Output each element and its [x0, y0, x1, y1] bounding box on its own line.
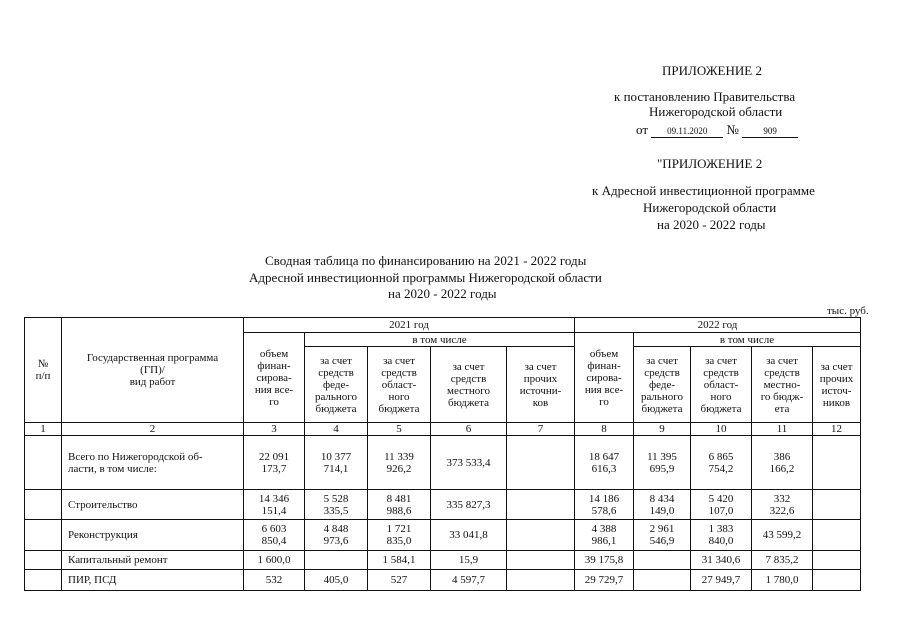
value-cell: 1 721 835,0: [368, 520, 431, 551]
column-number: 2: [62, 423, 244, 436]
appendix-title: ПРИЛОЖЕНИЕ 2: [662, 63, 762, 78]
y2-local-header: за счет средств местно- го бюдж- ета: [752, 347, 813, 423]
column-number: 9: [634, 423, 691, 436]
value-cell: 373 533,4: [431, 436, 507, 490]
column-number: 7: [507, 423, 575, 436]
value-cell: [507, 570, 575, 591]
column-number: 3: [244, 423, 305, 436]
value-cell: 1 780,0: [752, 570, 813, 591]
value-cell: [813, 490, 861, 520]
value-cell: [813, 570, 861, 591]
value-cell: [634, 551, 691, 570]
y1-regional-header: за счет средств област- ного бюджета: [368, 347, 431, 423]
year-2022-header: 2022 год: [575, 318, 861, 333]
row-number: [25, 570, 62, 591]
y2-federal-header: за счет средств феде- рального бюджета: [634, 347, 691, 423]
value-cell: 22 091 173,7: [244, 436, 305, 490]
resolution-line-1: к постановлению Правительства: [614, 89, 796, 104]
y1-local-header: за счет средств местного бюджета: [431, 347, 507, 423]
y2-other-header: за счет прочих источ- ников: [813, 347, 861, 423]
value-cell: 8 434 149,0: [634, 490, 691, 520]
value-cell: 5 528 335,5: [305, 490, 368, 520]
resolution-line-2: Нижегородской области: [649, 104, 783, 119]
value-cell: 43 599,2: [752, 520, 813, 551]
value-cell: 29 729,7: [575, 570, 634, 591]
value-cell: 1 383 840,0: [691, 520, 752, 551]
row-label: ПИР, ПСД: [62, 570, 244, 591]
row-label: Всего по Нижегородской об- ласти, в том числе:: [62, 436, 244, 490]
appendix-title-2: "ПРИЛОЖЕНИЕ 2: [657, 156, 763, 171]
table-row: [25, 490, 861, 520]
column-number: 5: [368, 423, 431, 436]
value-cell: [813, 436, 861, 490]
financing-table: [24, 317, 861, 591]
table-row: [25, 570, 861, 591]
value-cell: [813, 551, 861, 570]
value-cell: 4 597,7: [431, 570, 507, 591]
row-label: Реконструкция: [62, 520, 244, 551]
table-row: [25, 436, 861, 490]
table-title-line-1: Сводная таблица по финансированию на 2021 - 2022 годы: [265, 253, 587, 268]
number-value: 909: [742, 125, 798, 138]
value-cell: 532: [244, 570, 305, 591]
value-cell: 39 175,8: [575, 551, 634, 570]
value-cell: 4 388 986,1: [575, 520, 634, 551]
col-header-program: Государственная программа (ГП)/ вид работ: [62, 318, 244, 423]
value-cell: 14 346 151,4: [244, 490, 305, 520]
column-number-row: [25, 423, 861, 436]
units-label: тыс. руб.: [827, 305, 869, 317]
value-cell: [813, 520, 861, 551]
row-number: [25, 520, 62, 551]
table-row: [25, 551, 861, 570]
column-number: 8: [575, 423, 634, 436]
y2-regional-header: за счет средств област- ного бюджета: [691, 347, 752, 423]
number-sign: №: [726, 122, 739, 137]
value-cell: 27 949,7: [691, 570, 752, 591]
value-cell: [507, 520, 575, 551]
value-cell: 14 186 578,6: [575, 490, 634, 520]
value-cell: 6 603 850,4: [244, 520, 305, 551]
value-cell: 11 395 695,9: [634, 436, 691, 490]
value-cell: [507, 436, 575, 490]
value-cell: 405,0: [305, 570, 368, 591]
value-cell: 33 041,8: [431, 520, 507, 551]
row-number: [25, 490, 62, 520]
value-cell: [305, 551, 368, 570]
table-title-line-2: Адресной инвестиционной программы Нижегородской области: [249, 270, 602, 285]
column-number: 1: [25, 423, 62, 436]
value-cell: [634, 570, 691, 591]
y1-other-header: за счет прочих источни- ков: [507, 347, 575, 423]
y2-total-header: объем финан- сирова- ния все- го: [575, 333, 634, 423]
y1-total-header: объем финан- сирова- ния все- го: [244, 333, 305, 423]
column-number: 12: [813, 423, 861, 436]
value-cell: 1 584,1: [368, 551, 431, 570]
column-number: 11: [752, 423, 813, 436]
value-cell: [507, 551, 575, 570]
value-cell: 18 647 616,3: [575, 436, 634, 490]
y1-including-header: в том числе: [305, 333, 575, 347]
resolution-date-line: [636, 122, 798, 138]
date-value: 09.11.2020: [651, 125, 723, 138]
value-cell: 15,9: [431, 551, 507, 570]
column-number: 4: [305, 423, 368, 436]
table-title-line-3: на 2020 - 2022 годы: [388, 286, 497, 301]
value-cell: 4 848 973,6: [305, 520, 368, 551]
value-cell: [507, 490, 575, 520]
column-number: 6: [431, 423, 507, 436]
value-cell: 10 377 714,1: [305, 436, 368, 490]
date-prefix: от: [636, 122, 649, 137]
program-line-3: на 2020 - 2022 годы: [657, 217, 766, 232]
row-number: [25, 551, 62, 570]
row-number: [25, 436, 62, 490]
value-cell: 7 835,2: [752, 551, 813, 570]
program-line-2: Нижегородской области: [643, 200, 777, 215]
value-cell: 527: [368, 570, 431, 591]
table-row: [25, 520, 861, 551]
value-cell: 386 166,2: [752, 436, 813, 490]
value-cell: 31 340,6: [691, 551, 752, 570]
y2-including-header: в том числе: [634, 333, 861, 347]
row-label: Строительство: [62, 490, 244, 520]
value-cell: 2 961 546,9: [634, 520, 691, 551]
value-cell: 335 827,3: [431, 490, 507, 520]
col-header-num: № п/п: [25, 318, 62, 423]
year-2021-header: 2021 год: [244, 318, 575, 333]
column-number: 10: [691, 423, 752, 436]
value-cell: 1 600,0: [244, 551, 305, 570]
program-line-1: к Адресной инвестиционной программе: [592, 183, 815, 198]
row-label: Капитальный ремонт: [62, 551, 244, 570]
value-cell: 11 339 926,2: [368, 436, 431, 490]
y1-federal-header: за счет средств феде- рального бюджета: [305, 347, 368, 423]
value-cell: 332 322,6: [752, 490, 813, 520]
value-cell: 5 420 107,0: [691, 490, 752, 520]
value-cell: 6 865 754,2: [691, 436, 752, 490]
value-cell: 8 481 988,6: [368, 490, 431, 520]
